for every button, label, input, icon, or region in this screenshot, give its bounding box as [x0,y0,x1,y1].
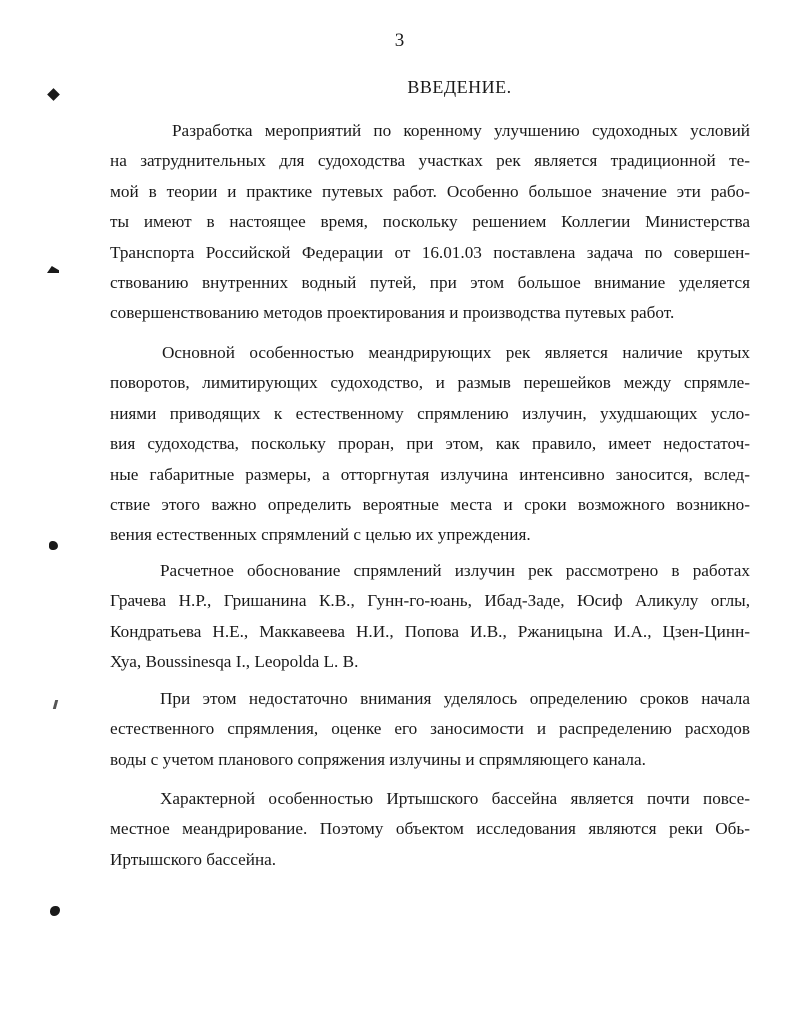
text-line: При этом недостаточно внимания уделялось определению сроков начала [160,689,750,708]
text-line: совершенствованию методов проектирования и производства путевых работ. [110,303,675,323]
text-line: ты имеют в настоящее время, поскольку решением Коллегии Министерства [110,212,750,232]
margin-mark [53,700,58,709]
text-line: на затруднительных для судоходства участках рек является традиционной те- [110,151,750,171]
text-line: Кондратьева Н.Е., Маккавеева Н.И., Попова И.В., Ржаницына И.А., Цзен-Цинн- [110,621,750,641]
text-line: Иртышского бассейна. [110,849,277,869]
text-line: поворотов, лимитирующих судоходство, и размыв перешейков между спрямле- [110,373,750,393]
text-line: местное меандрирование. Поэтому объектом исследования являются реки Обь- [110,819,750,839]
text-line: Хуа, Boussinesqa I., Leopolda L. B. [110,652,359,672]
margin-mark [47,266,59,273]
page-number: 3 [394,30,405,51]
paragraph-3 [110,556,750,678]
paragraph-2 [110,338,750,551]
paragraph-1 [110,116,750,329]
text-line: Расчетное обоснование спрямлений излучин рек рассмотрено в работах [160,561,750,580]
text-line: ные габаритные размеры, а отторгнутая излучина интенсивно заносится, вслед- [110,464,750,484]
paragraph-4 [110,684,750,775]
text-line: ствие этого важно определить вероятные места и сроки возможного возникно- [110,495,750,515]
text-line: ниями приводящих к естественному спрямлению излучин, ухудшающих усло- [110,403,750,423]
text-line: мой в теории и практике путевых работ. Особенно большое значение эти рабо- [110,181,750,201]
text-line: вения естественных спрямлений с целью их упреждения. [110,525,531,545]
text-line: Грачева Н.Р., Гришанина К.В., Гунн-го-юань, Ибад-Заде, Юсиф Аликулу оглы, [110,591,750,611]
text-line: воды с учетом планового сопряжения излучины и спрямляющего канала. [110,749,646,769]
text-line: ствованию внутренних водный путей, при этом большое внимание уделяется [110,273,750,293]
margin-mark [49,541,58,550]
text-line: естественного спрямления, оценке его заносимости и распределению расходов [110,719,750,739]
text-line: Транспорта Российской Федерации от 16.01.03 поставлена задача по совершен- [110,242,750,262]
text-line: вия судоходства, поскольку проран, при этом, как правило, имеет недостаточ- [110,434,750,454]
text-line: Характерной особенностью Иртышского бассейна является почти повсе- [160,789,750,808]
margin-mark [50,906,60,916]
page-title: ВВЕДЕНИЕ. [407,77,512,97]
text-line: Основной особенностью меандрирующих рек является наличие крутых [162,343,750,362]
paragraph-5 [110,784,750,875]
text-line: Разработка мероприятий по коренному улучшению судоходных условий [172,121,750,140]
